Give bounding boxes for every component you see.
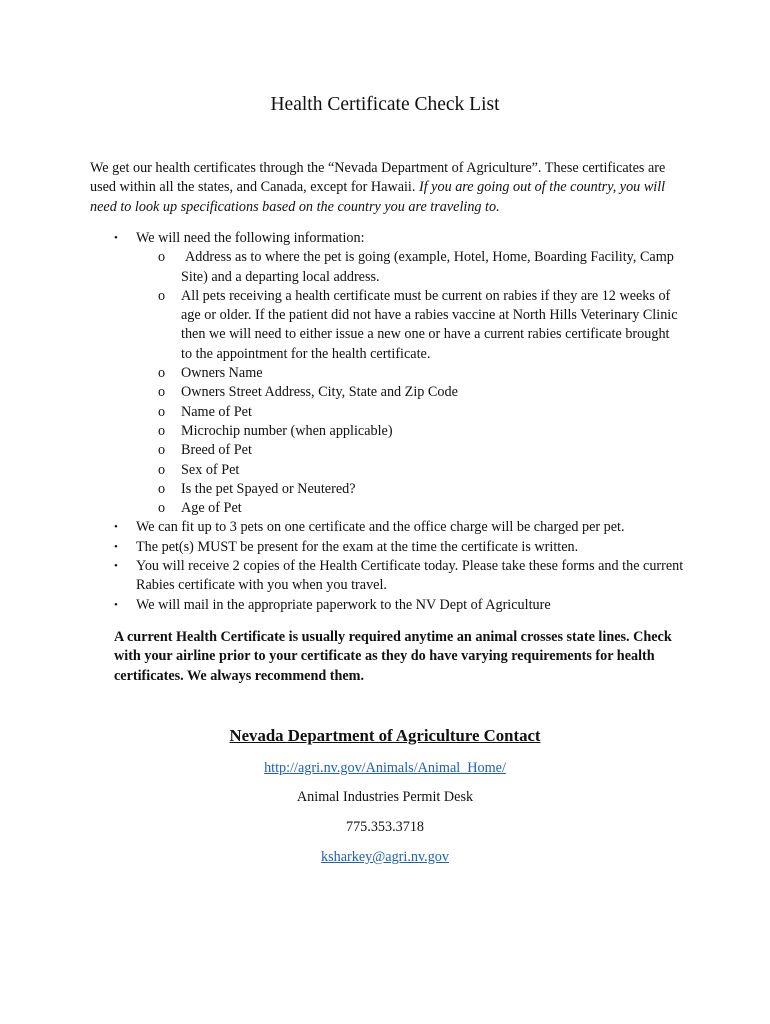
notice-paragraph: A current Health Certificate is usually required anytime an animal crosses state lines. Check with your airline prior to your certificate as they do have varying requirements for health certificates. We always recommend them. <box>114 629 672 684</box>
sub-list-item-text: Sex of Pet <box>181 461 240 478</box>
sub-list-item-text: Owners Name <box>181 365 263 382</box>
list-item-text: You will receive 2 copies of the Health Certificate today. Please take these forms and the current Rabies certificate with you when you travel. <box>136 558 684 594</box>
contact-phone: 775.353.3718 <box>345 819 425 835</box>
sub-list-item <box>0 499 681 518</box>
sub-list-item-text: Owners Street Address, City, State and Zip Code <box>181 384 458 401</box>
list-item <box>0 538 690 557</box>
list-item <box>0 518 690 537</box>
sub-list-item <box>0 364 681 383</box>
list-item-text: The pet(s) MUST be present for the exam at the time the certificate is written. <box>136 538 579 555</box>
sub-list-item <box>0 422 681 441</box>
sub-list-item <box>0 441 681 460</box>
sub-list-item-text: All pets receiving a health certificate must be current on rabies if they are 12 weeks of age or older. If the patient did not have a rabies vaccine at North Hills Veterinary Clinic then we will need to either issue a new one or have a current rabies certificate brought to the appointment for the health certificate. <box>181 287 678 362</box>
contact-email-link[interactable]: ksharkey@agri.nv.gov <box>321 849 449 865</box>
sub-list-item-text: Address as to where the pet is going (example, Hotel, Home, Boarding Facility, Camp Site) and a departing local address. <box>181 249 674 285</box>
sub-list-item-text: Name of Pet <box>181 403 252 420</box>
sub-list-item <box>0 248 681 287</box>
checklist <box>0 229 770 615</box>
contact-heading: Nevada Department of Agriculture Contact <box>229 726 541 745</box>
intro-italic-text: If you are going out of the country, you will need to look up specifications based on the country you are traveling to. <box>90 179 666 215</box>
intro-paragraph <box>90 159 690 217</box>
sub-list-item-text: Is the pet Spayed or Neutered? <box>181 480 356 497</box>
sub-list-item <box>0 480 681 499</box>
bullet-icon: • <box>114 560 118 573</box>
document-title: Health Certificate Check List <box>270 94 500 115</box>
sub-bullet-icon: o <box>158 287 166 304</box>
sub-bullet-icon: o <box>158 500 166 517</box>
list-item-text: We will need the following information: <box>136 230 365 246</box>
sub-bullet-icon: o <box>158 365 166 382</box>
bullet-icon: • <box>114 540 118 553</box>
sub-bullet-icon: o <box>158 384 166 401</box>
sub-bullet-icon: o <box>158 422 166 439</box>
bullet-icon: • <box>114 598 118 611</box>
sub-bullet-icon: o <box>158 461 166 478</box>
bullet-icon: • <box>114 232 118 244</box>
sub-list-item <box>0 461 681 480</box>
sub-bullet-icon: o <box>158 249 166 266</box>
list-item <box>0 596 690 615</box>
intro-text: We get our health certificates through the “Nevada Department of Agriculture”. These certificates are used within all the states, and Canada, except for Hawaii. <box>90 160 666 196</box>
sub-bullet-icon: o <box>158 442 166 459</box>
sub-list-item-text: Age of Pet <box>181 500 242 517</box>
list-item <box>0 557 690 596</box>
sub-bullet-icon: o <box>158 403 166 420</box>
agri-website-link[interactable]: http://agri.nv.gov/Animals/Animal_Home/ <box>264 760 506 776</box>
sub-list-item <box>0 403 681 422</box>
sub-list-item-text: Breed of Pet <box>181 442 252 459</box>
sub-list-item <box>0 287 681 364</box>
sub-bullet-icon: o <box>158 480 166 497</box>
sub-list-item-text: Microchip number (when applicable) <box>181 422 393 439</box>
sub-list-item <box>0 383 681 402</box>
bullet-icon: • <box>114 521 118 534</box>
list-item-text: We can fit up to 3 pets on one certificate and the office charge will be charged per pet. <box>136 519 625 536</box>
list-item <box>0 229 690 248</box>
permit-desk-label: Animal Industries Permit Desk <box>296 789 474 805</box>
list-item-text: We will mail in the appropriate paperwork to the NV Dept of Agriculture <box>136 596 551 613</box>
